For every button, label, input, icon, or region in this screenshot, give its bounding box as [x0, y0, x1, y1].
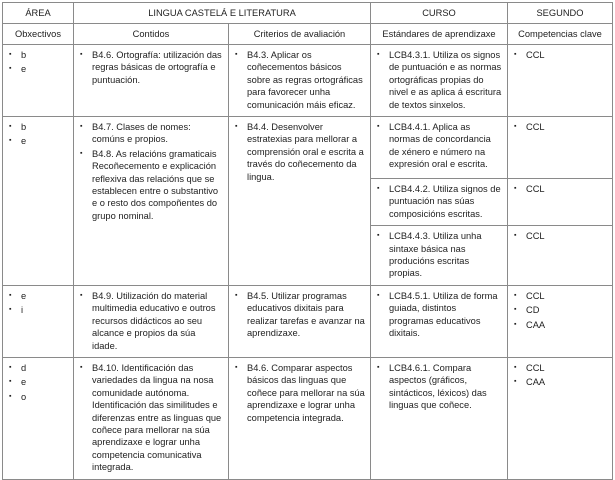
bullet-icon: ▪: [9, 378, 12, 386]
contido-text: B4.7. Clases de nomes: comúns e propios.: [92, 122, 191, 145]
estandar-item: [376, 230, 502, 280]
competencia-text: CAA: [526, 319, 546, 330]
obxectivo-text: b: [21, 122, 27, 133]
obxectivos-cell: [3, 357, 74, 479]
criterio-cell: [229, 45, 371, 117]
competencias-cell: [508, 357, 613, 479]
competencia-list: [513, 49, 607, 61]
competencia-item: [513, 362, 607, 374]
competencias-cell: [508, 117, 613, 179]
bullet-icon: ▪: [377, 185, 380, 193]
obxectivo-item: [8, 290, 68, 302]
competencia-text: CCL: [526, 290, 545, 301]
competencia-item: [513, 376, 607, 388]
bullet-icon: ▪: [9, 306, 12, 314]
obxectivo-text: e: [21, 290, 27, 301]
obxectivo-text: e: [21, 377, 27, 388]
bullet-icon: ▪: [377, 291, 380, 299]
bullet-icon: ▪: [377, 363, 380, 371]
table-row: [3, 285, 613, 357]
competencia-list: [513, 362, 607, 389]
bullet-icon: ▪: [9, 123, 12, 131]
bullet-icon: ▪: [235, 51, 238, 58]
competencia-text: CD: [526, 305, 540, 316]
estandar-item: [376, 183, 502, 220]
bullet-icon: ▪: [9, 137, 12, 145]
competencia-text: CCL: [526, 184, 545, 195]
bullet-icon: ▪: [514, 185, 517, 193]
obxectivo-text: i: [21, 305, 24, 316]
competencia-text: CCL: [526, 50, 545, 60]
obxectivo-list: [8, 290, 68, 317]
table-row: [3, 357, 613, 479]
competencia-item: [513, 183, 607, 195]
estandar-cell: [371, 45, 508, 117]
area-value: LINGUA CASTELÁ E LITERATURA: [74, 3, 371, 24]
estandar-text: LCB4.3.1. Utiliza os signos de puntuación e as normas ortográficas propias do nivel e as aplica á escritura de textos sinxelos.: [389, 50, 502, 110]
competencias-cell: [508, 179, 613, 226]
competencia-item: [513, 230, 607, 242]
bullet-icon: ▪: [514, 123, 517, 131]
estandar-item: [376, 121, 502, 171]
estandar-cell: [371, 285, 508, 357]
competencia-list: [513, 230, 607, 242]
contido-text: B4.6. Ortografía: utilización das regras básicas de ortografía e puntuación.: [92, 50, 222, 85]
contido-text: B4.9. Utilización do material multimedia educativo e outros recursos didácticos ao seu alcance e propios da súa idade.: [92, 290, 216, 351]
estandar-text: LCB4.4.1. Aplica as normas de concordancia de xénero e número na expresión oral e escrita.: [389, 122, 491, 170]
competencia-item: [513, 49, 607, 61]
estandar-cell: [371, 357, 508, 479]
bullet-icon: ▪: [9, 363, 12, 371]
criterio-cell: [229, 357, 371, 479]
obxectivo-item: [8, 63, 68, 75]
contido-item: [79, 290, 223, 352]
contido-item: [79, 148, 223, 222]
contido-list: [79, 121, 223, 222]
competencias-cell: [508, 45, 613, 117]
curso-value: SEGUNDO: [508, 3, 613, 24]
column-header-estandares: Estándares de aprendizaxe: [371, 24, 508, 45]
bullet-icon: ▪: [377, 123, 380, 131]
table-row: [3, 45, 613, 117]
contido-list: [79, 362, 223, 474]
competencia-text: CCL: [526, 362, 545, 373]
bullet-icon: ▪: [514, 363, 517, 371]
bullet-icon: ▪: [80, 291, 83, 299]
estandar-cell: [371, 226, 508, 286]
bullet-icon: ▪: [514, 378, 517, 386]
obxectivo-item: [8, 304, 68, 316]
bullet-icon: ▪: [514, 291, 517, 299]
obxectivo-text: o: [21, 391, 27, 402]
bullet-icon: ▪: [377, 232, 380, 240]
contido-text: B4.10. Identificación das variedades da lingua na nosa comunidade autónoma. Identificación das similitudes e diferenzas entre as linguas que coñece para mellorar na súa aprendizaxe e lograr unha competencia comunicativa integrada.: [92, 362, 222, 473]
competencia-item: [513, 121, 607, 133]
bullet-icon: ▪: [235, 291, 238, 299]
bullet-icon: ▪: [80, 363, 83, 371]
estandar-cell: [371, 117, 508, 179]
contido-item: [79, 362, 223, 474]
criterio-item: [234, 290, 365, 340]
competencia-list: [513, 183, 607, 195]
obxectivo-item: [8, 49, 68, 61]
criterio-cell: [229, 117, 371, 286]
obxectivos-cell: [3, 117, 74, 286]
bullet-icon: ▪: [9, 392, 12, 400]
curso-label: CURSO: [371, 3, 508, 24]
competencia-list: [513, 121, 607, 133]
bullet-icon: ▪: [514, 51, 517, 58]
obxectivo-item: [8, 362, 68, 374]
column-header-contidos: Contidos: [74, 24, 229, 45]
bullet-icon: ▪: [9, 291, 12, 299]
obxectivo-text: d: [21, 362, 27, 373]
obxectivo-text: e: [21, 136, 27, 147]
bullet-icon: ▪: [377, 51, 380, 58]
criterio-item: [234, 49, 365, 111]
contido-list: [79, 49, 223, 86]
criterio-text: B4.3. Aplicar os coñecementos básicos sobre as regras ortográficas para favorecer unha comunicación máis eficaz.: [247, 50, 363, 110]
competencia-text: CCL: [526, 231, 545, 242]
obxectivo-text: e: [21, 64, 27, 75]
obxectivo-list: [8, 49, 68, 76]
bullet-icon: ▪: [514, 320, 517, 328]
table-row: [3, 117, 613, 179]
column-header-competencias: Competencias clave: [508, 24, 613, 45]
criterio-cell: [229, 285, 371, 357]
competencia-text: CAA: [526, 377, 546, 388]
obxectivo-list: [8, 362, 68, 403]
bullet-icon: ▪: [235, 363, 238, 371]
curriculum-table: [2, 2, 613, 480]
contido-item: [79, 49, 223, 86]
estandar-text: LCB4.4.2. Utiliza signos de puntuación nas súas composicións escritas.: [389, 184, 501, 219]
contidos-cell: [74, 285, 229, 357]
obxectivo-item: [8, 135, 68, 147]
obxectivo-list: [8, 121, 68, 148]
criterio-text: B4.5. Utilizar programas educativos dixitais para realizar tarefas e avanzar na aprendizaxe.: [247, 290, 365, 339]
contido-list: [79, 290, 223, 352]
contidos-cell: [74, 357, 229, 479]
contido-text: B4.8. As relacións gramaticais Recoñecemento e explicación reflexiva das relacións que se establecen entre o substantivo e o resto dos compoñentes do grupo nominal.: [92, 148, 219, 221]
estandar-item: [376, 362, 502, 412]
obxectivo-item: [8, 121, 68, 133]
bullet-icon: ▪: [80, 51, 83, 58]
competencia-item: [513, 290, 607, 302]
competencias-cell: [508, 226, 613, 286]
competencia-item: [513, 304, 607, 316]
area-label: ÁREA: [3, 3, 74, 24]
estandar-item: [376, 49, 502, 111]
column-header-obxectivos: Obxectivos: [3, 24, 74, 45]
criterio-item: [234, 362, 365, 424]
bullet-icon: ▪: [9, 65, 12, 73]
bullet-icon: ▪: [514, 306, 517, 314]
obxectivo-item: [8, 391, 68, 403]
competencia-list: [513, 290, 607, 331]
obxectivo-text: b: [21, 50, 27, 60]
competencias-cell: [508, 285, 613, 357]
bullet-icon: ▪: [80, 149, 83, 157]
criterio-text: B4.4. Desenvolver estratexias para mellorar a comprensión oral e escrita a través do coñecemento da lingua.: [247, 122, 364, 182]
estandar-text: LCB4.5.1. Utiliza de forma guiada, distintos programas educativos dixitais.: [389, 290, 498, 339]
contidos-cell: [74, 45, 229, 117]
column-header-criterios: Criterios de avaliación: [229, 24, 371, 45]
bullet-icon: ▪: [9, 51, 12, 58]
estandar-item: [376, 290, 502, 340]
contido-item: [79, 121, 223, 146]
estandar-cell: [371, 179, 508, 226]
criterio-item: [234, 121, 365, 183]
obxectivos-cell: [3, 285, 74, 357]
bullet-icon: ▪: [514, 232, 517, 240]
estandar-text: LCB4.4.3. Utiliza unha sintaxe básica nas producións escritas propias.: [389, 231, 482, 279]
contidos-cell: [74, 117, 229, 286]
estandar-text: LCB4.6.1. Compara aspectos (gráficos, sintácticos, léxicos) das linguas que coñece.: [389, 362, 487, 411]
bullet-icon: ▪: [80, 123, 83, 131]
competencia-item: [513, 319, 607, 331]
competencia-text: CCL: [526, 122, 545, 133]
obxectivo-item: [8, 376, 68, 388]
criterio-text: B4.6. Comparar aspectos básicos das linguas que coñece para mellorar na súa aprendizaxe e lograr unha competencia integrada.: [247, 362, 365, 423]
obxectivos-cell: [3, 45, 74, 117]
bullet-icon: ▪: [235, 123, 238, 131]
